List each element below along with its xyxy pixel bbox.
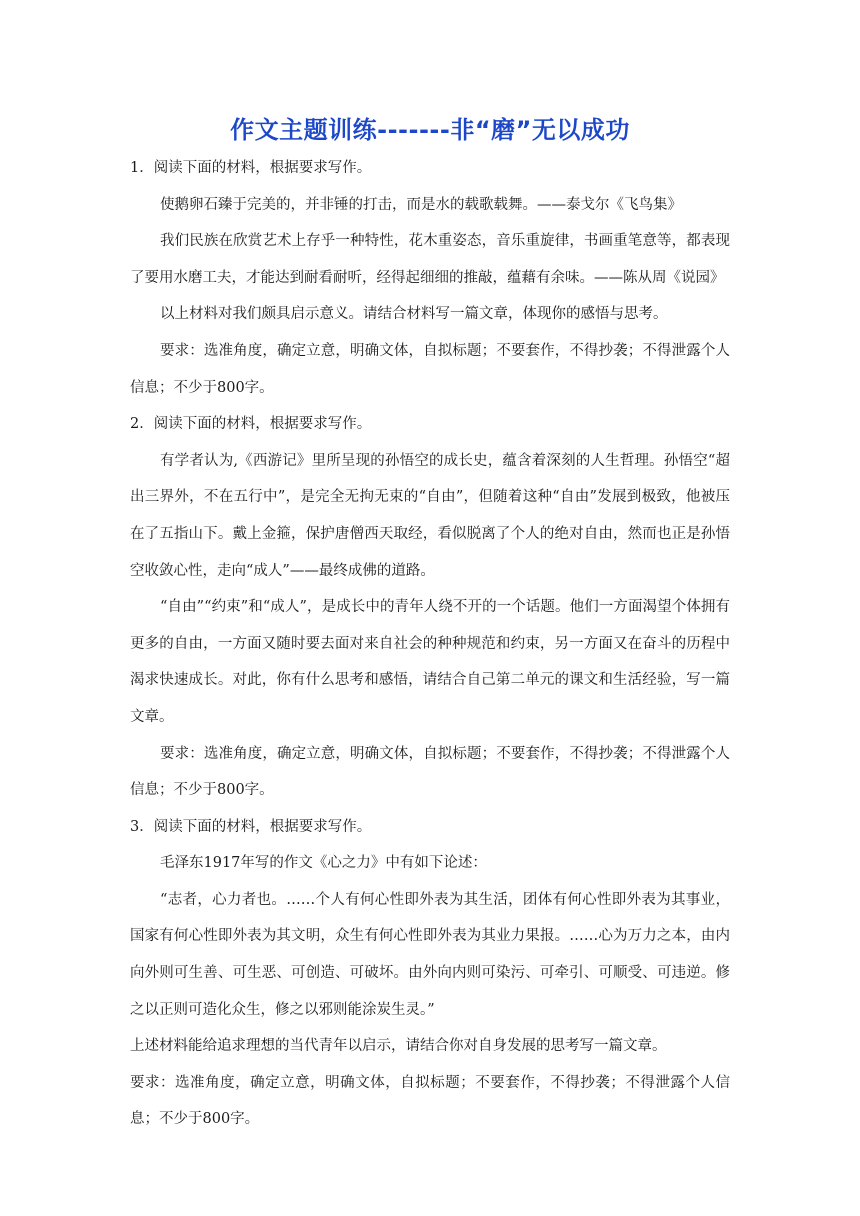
q1-header: 1．阅读下面的材料，根据要求写作。 xyxy=(130,160,372,176)
q1-instruction: 以上材料对我们颇具启示意义。请结合材料写一篇文章，体现你的感悟与思考。 xyxy=(160,306,668,323)
q3-header: 3．阅读下面的材料，根据要求写作。 xyxy=(130,818,372,835)
q3-requirement: 要求：选准角度，确定立意，明确文体，自拟标题；不要套作，不得抄袭；不得泄露个人信息；不少于800字。 xyxy=(130,1074,730,1128)
q2-header: 2．阅读下面的材料，根据要求写作。 xyxy=(130,416,372,433)
q1-quote-tagore: 使鹅卵石臻于完美的，并非锤的打击，而是水的载歌载舞。——泰戈尔《飞鸟集》 xyxy=(160,196,682,213)
q3-instruction: 上述材料能给追求理想的当代青年以启示，请结合你对自身发展的思考写一篇文章。 xyxy=(130,1038,667,1055)
q3-intro: 毛泽东1917年写的作文《心之力》中有如下论述： xyxy=(160,855,487,872)
q1-requirement: 要求：选准角度，确定立意，明确文体，自拟标题；不要套作，不得抄袭；不得泄露个人信息；不少于800字。 xyxy=(130,342,730,396)
q1-quote-chen: 我们民族在欣赏艺术上存乎一种特性，花木重姿态，音乐重旋律，书画重笔意等，都表现了要用水磨工夫，才能达到耐看耐听，经得起细细的推敲，蕴藉有余味。——陈从周《说园》 xyxy=(130,233,730,286)
q2-prompt-paragraph: “自由”“约束”和“成人”，是成长中的青年人绕不开的一个话题。他们一方面渴望个体拥有更多的自由，一方面又随时要去面对来自社会的种种规范和约束，另一方面又在奋斗的历程中渴求快速成长。对此，你有什么思考和感悟，请结合自己第二单元的课文和生活经验，写一篇文章。 xyxy=(130,599,730,725)
q2-requirement: 要求：选准角度，确定立意，明确文体，自拟标题；不要套作，不得抄袭；不得泄露个人信息；不少于800字。 xyxy=(130,745,730,799)
q2-material-paragraph: 有学者认为,《西游记》里所呈现的孙悟空的成长史，蕴含着深刻的人生哲理。孙悟空“超出三界外，不在五行中”，是完全无拘无束的“自由”，但随着这种“自由”发展到极致，他被压在了五指山下。戴上金箍，保护唐僧西天取经，看似脱离了个人的绝对自由，然而也正是孙悟空收敛心性，走向“成人”——最终成佛的道路。 xyxy=(130,452,730,579)
q3-quote: “志者，心力者也。……个人有何心性即外表为其生活，团体有何心性即外表为其事业，国家有何心性即外表为其文明，众生有何心性即外表为其业力果报。……心为万力之本，由内向外则可生善、可生恶、可创造、可破坏。由外向内则可染污、可牵引、可顺受、可违逆。修之以正则可造化众生，修之以邪则能涂炭生灵。” xyxy=(130,891,730,1018)
document-title: 作文主题训练-------非“磨”无以成功 xyxy=(230,116,630,144)
document-body xyxy=(130,150,730,1138)
